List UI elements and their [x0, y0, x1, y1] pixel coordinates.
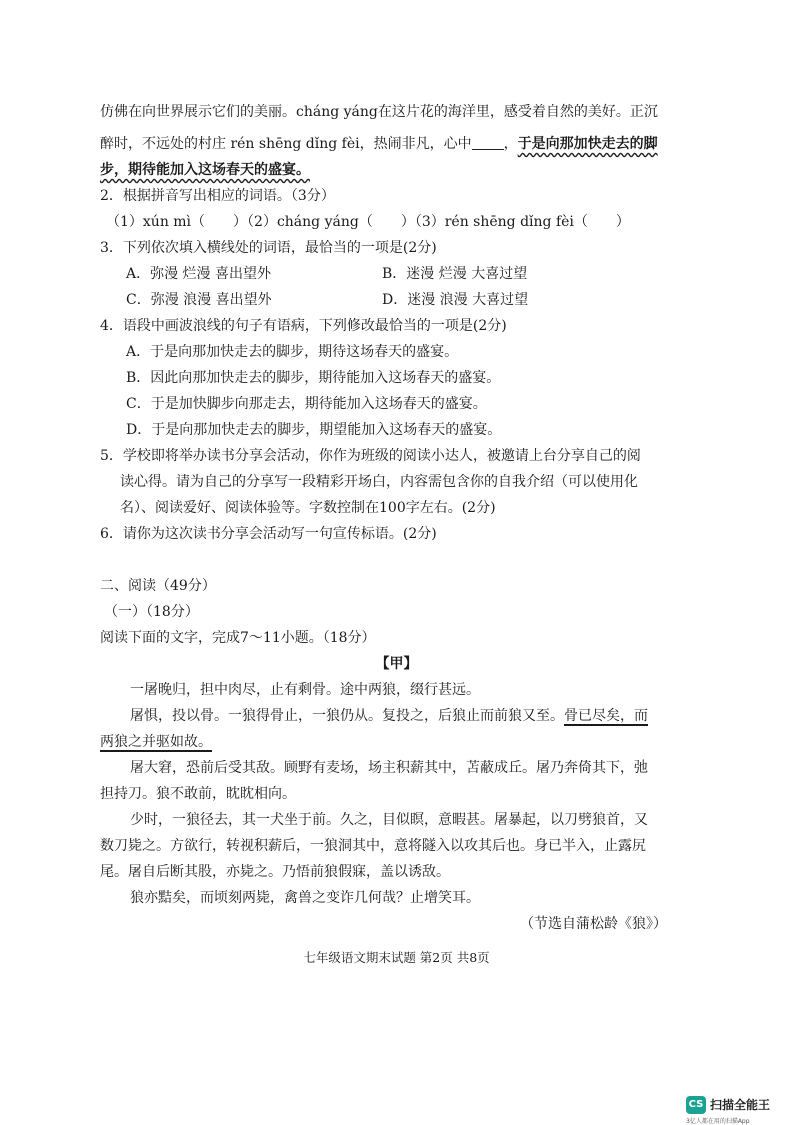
passage-line-2: [100, 134, 658, 154]
q3-stem: 3．下列依次填入横线处的词语，最恰当的一项是(2分): [100, 240, 437, 256]
passage-source: （节选自蒲松龄《狼》）: [520, 916, 667, 932]
answer-blank: [472, 135, 504, 150]
passage-line-2-text: 醉时，不远处的村庄 rén shēng dǐng fèi，热闹非凡，心中: [100, 136, 472, 152]
section-2-subtitle: （一）（18分）: [104, 604, 199, 620]
q5-line-2: 读心得。请为自己的分享写一段精彩开场白，内容需包含你的自我介绍（可以使用化: [120, 474, 638, 490]
passage-line-1: 仿佛在向世界展示它们的美丽。cháng yáng在这片花的海洋里，感受着自然的美好。正沉: [100, 104, 658, 120]
wolf-p3-line-1: 屠大窘，恐前后受其敌。顾野有麦场，场主积薪其中，苫蔽成丘。屠乃奔倚其下，弛: [130, 760, 648, 776]
reading-instruction: 阅读下面的文字，完成7～11小题。（18分）: [100, 630, 376, 646]
passage-heading: 【甲】: [375, 656, 418, 672]
underlined-sentence-part-2: 两狼之并驱如故。: [100, 734, 212, 750]
camscanner-logo-icon: CS: [686, 1096, 706, 1114]
passage-line-3: [100, 160, 310, 180]
q5-line-1: 5．学校即将举办读书分享会活动，你作为班级的阅读小达人，被邀请上台分享自己的阅: [100, 448, 641, 464]
q4-option-d: D．于是向那加快走去的脚步，期望能加入这场春天的盛宴。: [126, 422, 502, 438]
q4-option-c: C．于是加快脚步向那走去，期待能加入这场春天的盛宴。: [126, 396, 487, 412]
wolf-p2-line-2: [100, 732, 212, 752]
q3-option-b: B．迷漫 烂漫 大喜过望: [382, 266, 528, 282]
wolf-p2-line-1: [130, 706, 648, 726]
wolf-p4-line-2: 数刀毙之。方欲行，转视积薪后，一狼洞其中，意将隧入以攻其后也。身已半入，止露尻: [100, 838, 646, 854]
q3-option-d: D．迷漫 浪漫 大喜过望: [382, 292, 529, 308]
q3-option-a: A．弥漫 烂漫 喜出望外: [126, 266, 272, 282]
wolf-p2-text: 屠惧，投以骨。一狼得骨止，一狼仍从。复投之，后狼止而前狼又至。: [130, 708, 564, 724]
wavy-sentence-part-1: 于是向那加快走去的脚: [517, 136, 658, 152]
q6-stem: 6．请你为这次读书分享会活动写一句宣传标语。(2分): [100, 526, 437, 542]
q4-stem: 4．语段中画波浪线的句子有语病，下列修改最恰当的一项是(2分): [100, 318, 507, 334]
wolf-p4-line-3: 尾。屠自后断其股，亦毙之。乃悟前狼假寐，盖以诱敌。: [100, 864, 450, 880]
wolf-p1: 一屠晚归，担中肉尽，止有剩骨。途中两狼，缀行甚远。: [130, 682, 480, 698]
q3-option-c: C．弥漫 浪漫 喜出望外: [126, 292, 272, 308]
wavy-sentence-part-2: 步，期待能加入这场春天的盛宴。: [100, 162, 310, 178]
q2-stem: 2．根据拼音写出相应的词语。（3分）: [100, 188, 335, 204]
passage-comma: ，: [503, 136, 518, 152]
wolf-p3-line-2: 担持刀。狼不敢前，眈眈相向。: [100, 786, 296, 802]
camscanner-tagline: 3亿人都在用的扫描App: [686, 1118, 750, 1125]
q4-option-a: A．于是向那加快走去的脚步，期待这场春天的盛宴。: [126, 344, 459, 360]
section-2-title: 二、阅读（49分）: [100, 578, 216, 594]
page-footer: 七年级语文期末试题 第2页 共8页: [303, 950, 490, 965]
q2-items: （1）xún mì（ ）（2）cháng yáng（ ）（3）rén shēng dǐng fèi（ ）: [106, 214, 630, 230]
underlined-sentence-part-1: 骨已尽矣，而: [564, 708, 648, 724]
wolf-p5: 狼亦黠矣，而顷刻两毙，禽兽之变诈几何哉？止增笑耳。: [130, 890, 480, 906]
q5-line-3: 名）、阅读爱好、阅读体验等。字数控制在100字左右。(2分): [120, 500, 496, 516]
q4-option-b: B．因此向那加快走去的脚步，期待能加入这场春天的盛宴。: [126, 370, 501, 386]
camscanner-name: 扫描全能王: [710, 1098, 771, 1112]
wolf-p4-line-1: 少时，一狼径去，其一犬坐于前。久之，目似瞑，意暇甚。屠暴起，以刀劈狼首，又: [130, 812, 648, 828]
